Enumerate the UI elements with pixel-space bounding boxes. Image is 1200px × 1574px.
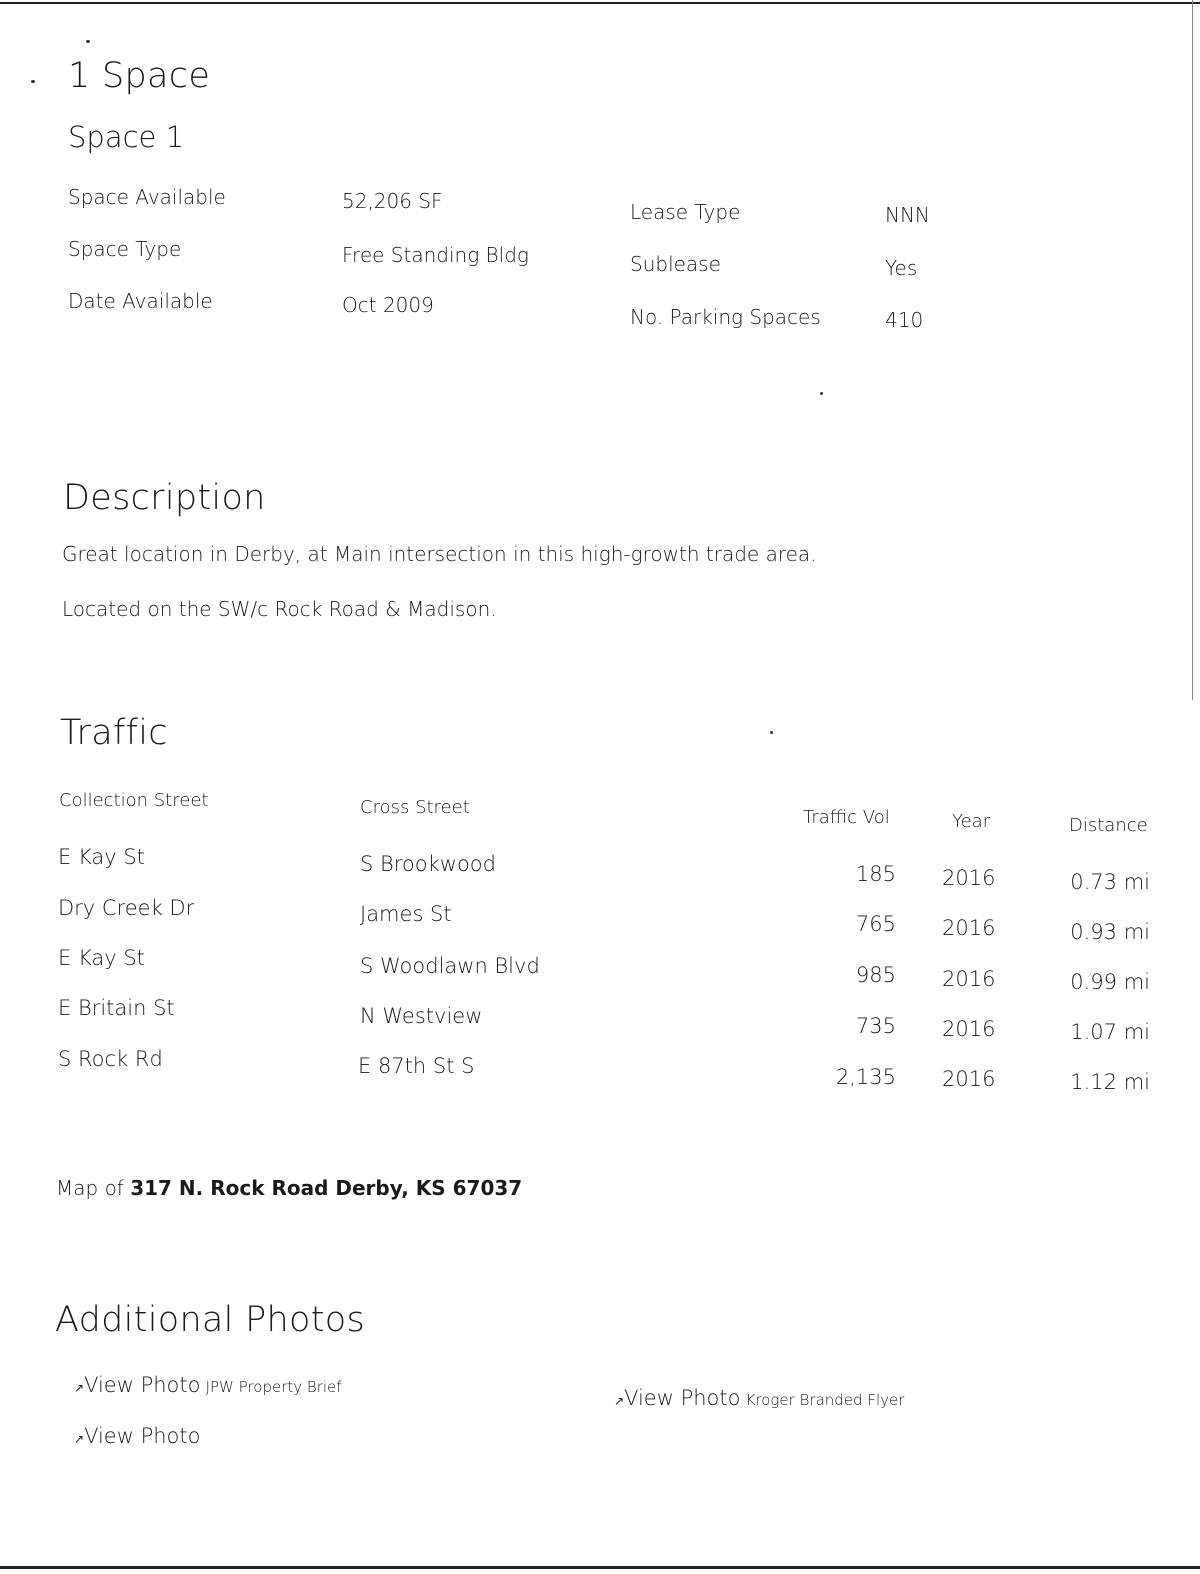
lease-type-value: NNN [885,203,930,227]
sublease-label: Sublease [630,252,721,276]
cell-collection-street: E Kay St [58,946,145,970]
cell-traffic-vol: 735 [855,1014,896,1038]
traffic-heading: Traffic [60,713,168,753]
view-photo-label: View Photo [84,1424,201,1448]
cell-year: 2016 [942,1067,996,1091]
cell-distance: 1.07 mi [1070,1020,1150,1044]
cell-cross-street: James St [360,902,452,926]
cell-distance: 0.99 mi [1070,970,1150,994]
map-caption [56,1176,522,1200]
view-photo-label: View Photo [624,1386,741,1410]
cell-traffic-vol: 185 [855,862,896,886]
col-year: Year [952,811,991,832]
space-type-label: Space Type [68,237,182,261]
col-cross-street: Cross Street [360,797,470,818]
additional-photos-heading: Additional Photos [55,1300,365,1340]
space-available-value: 52,206 SF [342,189,443,213]
cell-distance: 0.93 mi [1070,920,1150,944]
map-address: 317 N. Rock Road Derby, KS 67037 [130,1176,523,1200]
cell-cross-street: N Westview [360,1004,483,1028]
cell-collection-street: E Kay St [58,845,145,869]
col-distance: Distance [1069,815,1148,836]
lease-type-label: Lease Type [630,200,741,224]
cell-distance: 1.12 mi [1070,1070,1150,1094]
cell-traffic-vol: 765 [855,912,896,936]
description-paragraph-1: Great location in Derby, at Main intersection in this high-growth trade area. [62,542,817,566]
scan-speck [86,40,90,43]
sublease-value: Yes [885,256,918,280]
cell-traffic-vol: 985 [855,963,896,987]
col-collection-street: Collection Street [59,790,209,811]
cell-distance: 0.73 mi [1070,870,1150,894]
cell-collection-street: E Britain St [58,996,175,1020]
map-prefix: Map of [56,1176,124,1200]
cell-year: 2016 [942,967,996,991]
space-count-heading: 1 Space [68,56,211,96]
top-rule [0,2,1200,4]
cell-cross-street: E 87th St S [358,1054,475,1078]
col-traffic-vol: Traffic Vol [803,807,890,828]
view-photo-link-2[interactable] [614,1386,904,1410]
cell-collection-street: S Rock Rd [58,1047,163,1071]
space-subheading: Space 1 [68,120,185,154]
photo-link-icon: ↗ [74,1432,85,1446]
photo-link-icon: ↗ [614,1394,625,1408]
description-heading: Description [63,478,266,518]
right-edge-rule [1192,0,1193,700]
cell-traffic-vol: 2,135 [835,1065,896,1089]
parking-spaces-value: 410 [885,308,924,332]
space-available-label: Space Available [68,185,226,209]
description-paragraph-2: Located on the SW/c Rock Road & Madison. [62,597,497,621]
cell-cross-street: S Brookwood [360,852,496,876]
bottom-rule [0,1566,1200,1569]
cell-cross-street: S Woodlawn Blvd [360,954,540,978]
scan-speck [31,80,35,83]
view-photo-link-3[interactable] [74,1424,200,1448]
space-type-value: Free Standing Bldg [342,243,529,267]
cell-year: 2016 [942,866,996,890]
photo-caption: JPW Property Brief [205,1378,342,1396]
photo-link-icon: ↗ [74,1381,85,1395]
cell-year: 2016 [942,916,996,940]
cell-collection-street: Dry Creek Dr [58,896,195,920]
scan-speck [770,731,773,734]
parking-spaces-label: No. Parking Spaces [630,305,821,329]
date-available-label: Date Available [68,289,213,313]
scan-speck [820,392,823,395]
cell-year: 2016 [942,1017,996,1041]
photo-caption: Kroger Branded Flyer [745,1391,905,1409]
date-available-value: Oct 2009 [342,293,434,317]
view-photo-link-1[interactable] [74,1373,342,1397]
view-photo-label: View Photo [84,1373,201,1397]
